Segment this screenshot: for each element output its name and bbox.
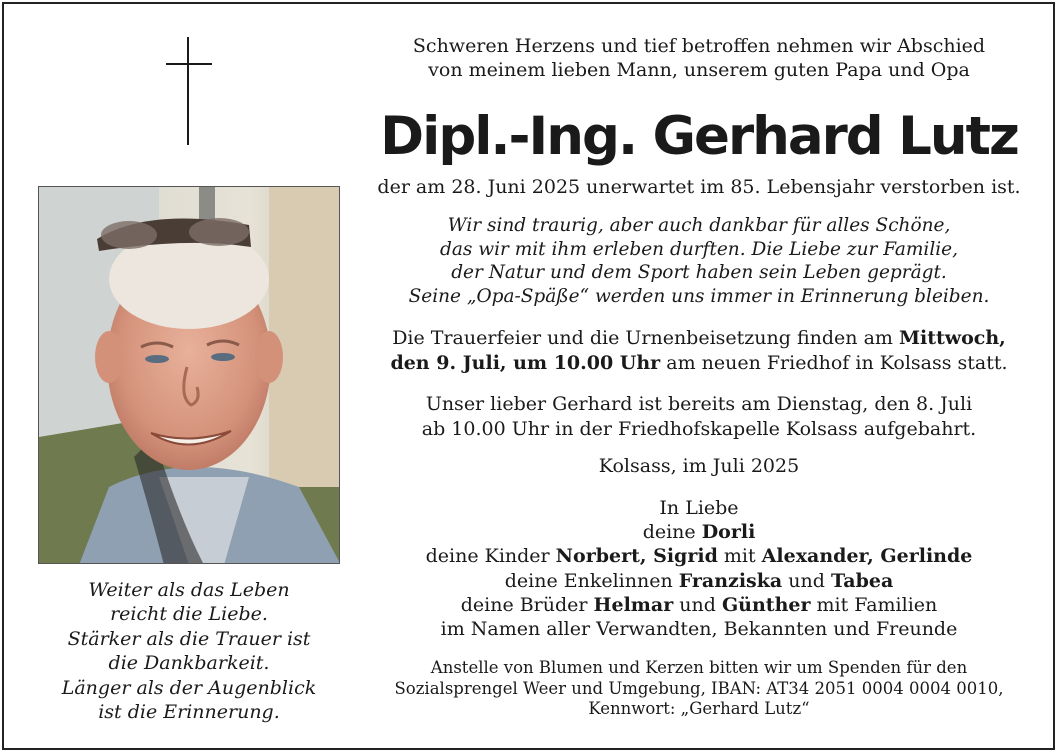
mourner-name: Alexander, Gerlinde: [761, 545, 973, 568]
mourner-text: deine Enkelinnen: [504, 569, 679, 592]
mourner-text: deine Brüder: [460, 593, 594, 616]
quote: [370, 214, 1028, 309]
death-notice: der am 28. Juni 2025 unerwartet im 85. Lebensjahr verstorben ist.: [377, 176, 1021, 198]
funeral-date-time: den 9. Juli, um 10.00 Uhr: [390, 351, 661, 374]
quote-line: Seine „Opa-Späße“ werden uns immer in Erinnerung bleiben.: [408, 286, 990, 308]
mourner-text: deine Kinder: [425, 545, 556, 568]
poem-line: reicht die Liebe.: [110, 603, 268, 626]
mourner-others: im Namen aller Verwandten, Bekannten und Freunde: [440, 618, 958, 641]
poem-line: die Dankbarkeit.: [108, 652, 270, 675]
donation-line: Sozialsprengel Weer und Umgebung, IBAN: AT34 2051 0004 0004 0010,: [394, 678, 1004, 698]
mourner-name: Helmar: [593, 593, 674, 616]
intro-line: von meinem lieben Mann, unserem guten Papa und Opa: [428, 59, 970, 81]
mourner-name: Dorli: [701, 521, 756, 544]
donation-line: Kennwort: „Gerhard Lutz“: [588, 699, 810, 718]
donation-note: [370, 658, 1028, 720]
mourner-name: Norbert, Sigrid: [555, 545, 718, 568]
funeral-info: [370, 326, 1028, 375]
mourner-name: Franziska: [678, 569, 783, 592]
funeral-post: am neuen Friedhof in Kolsass statt.: [660, 351, 1008, 374]
mourners: [370, 496, 1028, 641]
quote-line: der Natur und dem Sport haben sein Leben geprägt.: [451, 262, 947, 284]
funeral-pre: Die Trauerfeier und die Urnenbeisetzung finden am: [392, 327, 899, 349]
poem-line: ist die Erinnerung.: [98, 701, 280, 724]
donation-line: Anstelle von Blumen und Kerzen bitten wir um Spenden für den: [430, 658, 968, 677]
poem: [40, 578, 338, 724]
funeral-day: Mittwoch,: [898, 327, 1006, 349]
mourner-name: Günther: [721, 593, 811, 616]
mourner-text: mit Familien: [810, 593, 938, 616]
mourner-text: und: [673, 593, 722, 616]
intro-line: Schweren Herzens und tief betroffen nehmen wir Abschied: [412, 35, 986, 57]
deceased-name: Dipl.-Ing. Gerhard Lutz: [380, 106, 1018, 167]
viewing-info: [370, 392, 1028, 441]
mourner-text: deine: [642, 521, 702, 544]
portrait-photo: [38, 186, 340, 564]
cross-icon: [166, 37, 212, 145]
quote-line: das wir mit ihm erleben durften. Die Liebe zur Familie,: [439, 238, 959, 260]
quote-line: Wir sind traurig, aber auch dankbar für alles Schöne,: [447, 215, 951, 236]
viewing-line: ab 10.00 Uhr in der Friedhofskapelle Kolsass aufgebahrt.: [421, 417, 977, 440]
mourner-text: mit: [717, 545, 762, 568]
intro: [370, 34, 1028, 82]
poem-line: Stärker als die Trauer ist: [67, 627, 311, 650]
viewing-line: Unser lieber Gerhard ist bereits am Dienstag, den 8. Juli: [425, 393, 973, 415]
mourner-text: und: [782, 569, 831, 592]
poem-line: Länger als der Augenblick: [61, 676, 317, 699]
place-date: Kolsass, im Juli 2025: [598, 455, 800, 477]
poem-line: Weiter als das Leben: [88, 579, 290, 601]
mourner-name: Tabea: [830, 569, 894, 592]
in-love: In Liebe: [659, 497, 739, 519]
